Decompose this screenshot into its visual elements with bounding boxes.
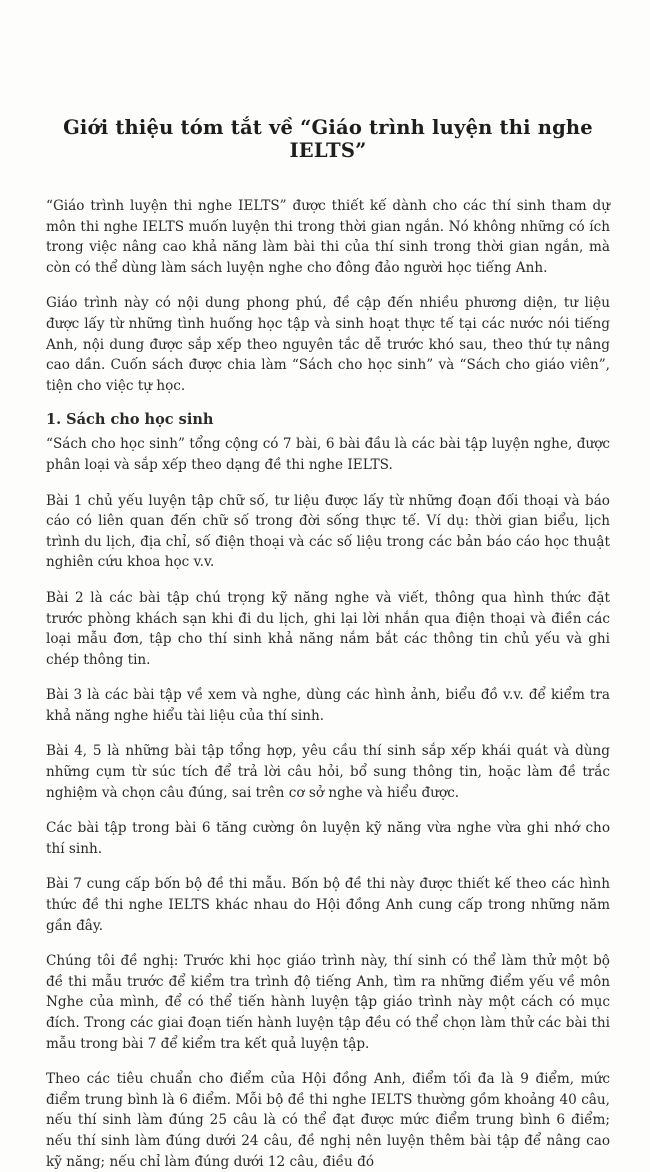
body-paragraph: Các bài tập trong bài 6 tăng cường ôn luyện kỹ năng vừa nghe vừa ghi nhớ cho thí sinh.	[46, 820, 610, 857]
body-paragraph: Bài 2 là các bài tập chú trọng kỹ năng nghe và viết, thông qua hình thức đặt trước phòng khách sạn khi đi du lịch, ghi lại lời nhắn qua điện thoại và điền các loại mẫu đơn, tập cho thí sinh khả năng nắm bắt các thông tin chủ yếu và ghi chép thông tin.	[46, 589, 610, 668]
body-paragraph: Bài 3 là các bài tập về xem và nghe, dùng các hình ảnh, biểu đồ v.v. để kiểm tra khả năng nghe hiểu tài liệu của thí sinh.	[46, 687, 610, 724]
intro-paragraph: Giáo trình này có nội dung phong phú, đề cập đến nhiều phương diện, tư liệu được lấy từ những tình huống học tập và sinh hoạt thực tế tại các nước nói tiếng Anh, nội dung được sắp xếp theo nguyên tắc dễ trước khó sau, theo thứ tự nâng cao dần. Cuốn sách được chia làm “Sách cho học sinh” và “Sách cho giáo viên”, tiện cho việc tự học.	[46, 295, 610, 394]
intro-paragraph: “Giáo trình luyện thi nghe IELTS” được thiết kế dành cho các thí sinh tham dự môn thi nghe IELTS muốn luyện thi trong thời gian ngắn. Nó không những có ích trong việc nâng cao khả năng làm bài thi của thí sinh trong thời gian ngắn, mà còn có thể dùng làm sách luyện nghe cho đông đảo người học tiếng Anh.	[46, 198, 610, 276]
intro-section	[46, 196, 610, 396]
body-paragraph: Bài 1 chủ yếu luyện tập chữ số, tư liệu được lấy từ những đoạn đối thoại và báo cáo có liên quan đến chữ số trong đời sống thực tế. Ví dụ: thời gian biểu, lịch trình du lịch, địa chỉ, số điện thoại và các số liệu trong các bản báo cáo học thuật nghiên cứu khoa học v.v.	[46, 492, 610, 571]
body-paragraph: Theo các tiêu chuẩn cho điểm của Hội đồng Anh, điểm tối đa là 9 điểm, mức điểm trung bình là 6 điểm. Mỗi bộ đề thi nghe IELTS thường gồm khoảng 40 câu, nếu thí sinh làm đúng 25 câu là có thể đạt được mức điểm trung bình 6 điểm; nếu thí sinh làm đúng dưới 24 câu, đề nghị nên luyện thêm bài tập để nâng cao kỹ năng; nếu chỉ làm đúng dưới 12 câu, điều đó	[46, 1071, 610, 1170]
body-paragraph: Bài 7 cung cấp bốn bộ đề thi mẫu. Bốn bộ đề thi này được thiết kế theo các hình thức đề thi nghe IELTS khác nhau do Hội đồng Anh cung cấp trong những năm gần đây.	[46, 876, 610, 934]
section-heading: 1. Sách cho học sinh	[46, 411, 214, 429]
body-paragraph: Bài 4, 5 là những bài tập tổng hợp, yêu cầu thí sinh sắp xếp khái quát và dùng những cụm từ súc tích để trả lời câu hỏi, bổ sung thông tin, hoặc làm đề trắc nghiệm và chọn câu đúng, sai trên cơ sở nghe và hiểu được.	[46, 743, 610, 801]
body-paragraph: “Sách cho học sinh” tổng cộng có 7 bài, 6 bài đầu là các bài tập luyện nghe, được phân loại và sắp xếp theo dạng đề thi nghe IELTS.	[46, 436, 610, 473]
page-title: Giới thiệu tóm tắt về “Giáo trình luyện thi nghe IELTS”	[63, 116, 593, 162]
body-paragraph: Chúng tôi đề nghị: Trước khi học giáo trình này, thí sinh có thể làm thử một bộ đề thi mẫu trước để kiểm tra trình độ tiếng Anh, tìm ra những điểm yếu về môn Nghe của mình, để có thể tiến hành luyện tập giáo trình này một cách có mục đích. Trong các giai đoạn tiến hành luyện tập đều có thể chọn làm thử các bài thi mẫu trong bài 7 để kiểm tra kết quả luyện tập.	[46, 953, 610, 1052]
section-body	[46, 434, 610, 1172]
